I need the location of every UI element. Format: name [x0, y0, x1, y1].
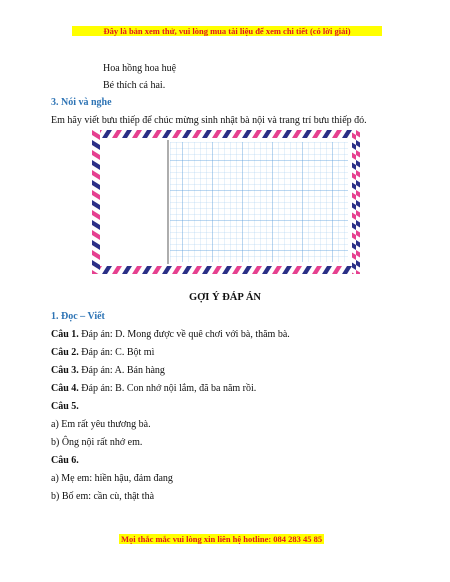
answer-label: Câu 3.	[51, 365, 79, 376]
hotline-notice: Mọi thắc mắc vui lòng xin liên hệ hotline: 084 283 45 85	[121, 534, 323, 544]
answers-title: GỢI Ý ĐÁP ÁN	[188, 292, 262, 303]
answer-text: Đáp án: D. Mong được về quê chơi với bà, thăm bà.	[78, 329, 290, 340]
answer-6-a: a) Mẹ em: hiền hậu, đảm đang	[51, 473, 173, 484]
answer-label: Câu 2.	[51, 347, 79, 358]
answer-label: Câu 4.	[51, 383, 79, 394]
answer-5-a: a) Em rất yêu thương bà.	[51, 419, 151, 430]
poem-line-2: Bé thích cả hai.	[103, 80, 166, 91]
answer-item-1	[51, 329, 290, 341]
section-3-heading: 3. Nói và nghe	[51, 97, 112, 108]
answer-5-b: b) Ông nội rất nhớ em.	[51, 437, 143, 448]
postcard-border-right	[352, 130, 360, 274]
answer-5-label: Câu 5.	[51, 401, 79, 412]
answers-section-1-heading: 1. Đọc – Viết	[51, 311, 105, 322]
answer-text: Đáp án: B. Con nhớ nội lắm, đã ba năm rồi.	[78, 383, 257, 394]
preview-notice-banner: Đây là bản xem thử, vui lòng mua tài liệu để xem chi tiết (có lời giải)	[72, 26, 382, 36]
answer-item-2	[51, 347, 154, 359]
answer-6-label: Câu 6.	[51, 455, 79, 466]
postcard-writing-grid	[170, 142, 348, 262]
postcard-border-bottom	[92, 266, 360, 274]
postcard-border-left	[92, 130, 100, 274]
section-3-instruction: Em hãy viết bưu thiếp để chúc mừng sinh nhật bà nội và trang trí bưu thiếp đó.	[51, 115, 367, 126]
poem-line-1: Hoa hồng hoa huệ	[103, 63, 177, 74]
answer-item-4	[51, 383, 256, 395]
answer-item-3	[51, 365, 165, 377]
answer-6-b: b) Bố em: cần cù, thật thà	[51, 491, 155, 502]
postcard-illustration	[92, 130, 360, 274]
answer-label: Câu 1.	[51, 329, 79, 340]
answer-text: Đáp án: A. Bán hàng	[78, 365, 165, 376]
answer-text: Đáp án: C. Bột mì	[78, 347, 155, 358]
postcard-border-top	[92, 130, 360, 138]
